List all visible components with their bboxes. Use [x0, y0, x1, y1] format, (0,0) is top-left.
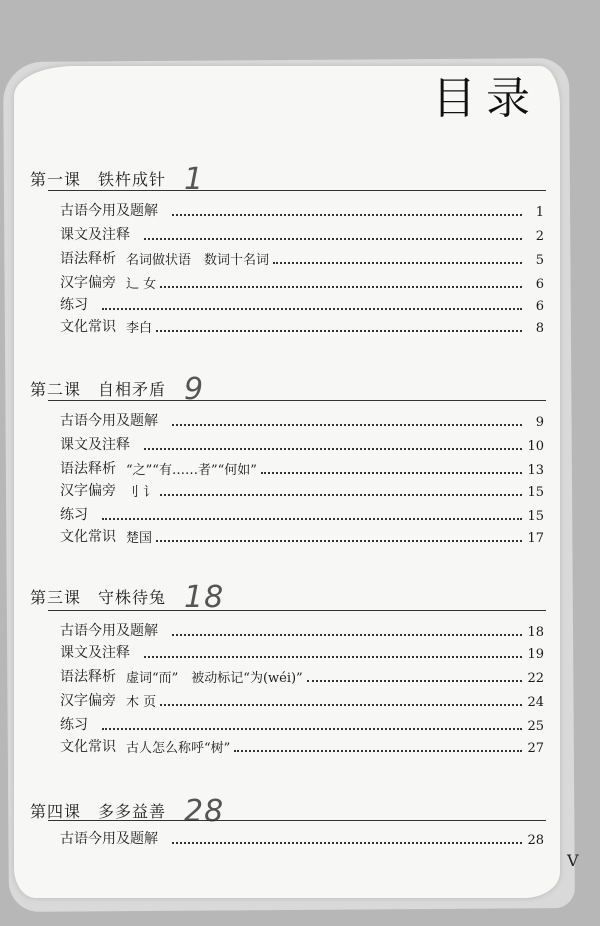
toc-entry-page: 22 — [527, 671, 544, 686]
toc-entry[interactable] — [60, 480, 544, 500]
toc-entry-label: 汉字偏旁 — [60, 693, 116, 709]
lesson-page-number: 28 — [184, 794, 225, 829]
toc-entry-label: 课文及注释 — [60, 645, 130, 661]
lesson-1-rule — [48, 190, 546, 191]
toc-entry-page: 24 — [527, 695, 544, 710]
toc-entry-detail: “之”“有……者”“何如” — [126, 463, 257, 478]
leader-dots — [102, 307, 522, 310]
leader-dots — [160, 285, 522, 288]
toc-entry-page: 9 — [535, 415, 544, 430]
lesson-1-title — [30, 158, 205, 197]
lesson-4-rule — [48, 820, 546, 821]
toc-entry-detail: 古人怎么称呼“树” — [126, 741, 231, 756]
toc-entry-label: 古语今用及题解 — [60, 623, 158, 639]
leader-dots — [234, 749, 522, 752]
toc-entry-page: 5 — [535, 253, 544, 268]
toc-entry-label: 文化常识 — [60, 529, 116, 545]
toc-entry-page: 15 — [527, 509, 544, 524]
toc-entry-label: 汉字偏旁 — [60, 483, 116, 499]
toc-entry-label: 汉字偏旁 — [60, 275, 116, 291]
toc-entry-detail: 楚国 — [126, 531, 153, 546]
toc-entry-label: 文化常识 — [60, 319, 116, 335]
toc-entry[interactable] — [60, 690, 544, 710]
toc-entry[interactable] — [60, 248, 544, 268]
toc-entry-label: 语法释析 — [60, 251, 116, 267]
leader-dots — [156, 329, 522, 332]
lesson-3-rule — [48, 610, 546, 611]
toc-entry-label: 练习 — [60, 297, 88, 313]
toc-entry[interactable] — [60, 714, 544, 734]
leader-dots — [102, 727, 522, 730]
toc-entry[interactable] — [60, 526, 544, 546]
toc-entry[interactable] — [60, 828, 544, 848]
page-title: 目录 — [432, 73, 540, 124]
toc-entry-label: 练习 — [60, 717, 88, 733]
lesson-page-number: 9 — [184, 372, 205, 407]
toc-entry-page: 6 — [535, 299, 544, 314]
leader-dots — [273, 261, 522, 264]
toc-entry-page: 27 — [527, 741, 544, 756]
leader-dots — [261, 471, 522, 474]
toc-entry[interactable] — [60, 736, 544, 756]
leader-dots — [144, 655, 522, 658]
toc-entry-detail: 名词做状语 数词十名词 — [126, 253, 270, 268]
toc-entry[interactable] — [60, 316, 544, 336]
lesson-title-text: 第四课 多多益善 — [30, 802, 167, 821]
toc-entry-detail: 李白 — [126, 321, 153, 336]
page-number-roman: V — [567, 851, 579, 870]
lesson-page-number: 1 — [184, 162, 205, 197]
lesson-title-text: 第一课 铁杵成针 — [30, 170, 167, 189]
toc-entry-label: 语法释析 — [60, 669, 116, 685]
leader-dots — [172, 213, 522, 216]
toc-entry[interactable] — [60, 504, 544, 524]
leader-dots — [172, 841, 522, 844]
toc-entry-detail: 虚词“而” 被动标记“为(wéi)” — [126, 671, 303, 686]
toc-entry-label: 文化常识 — [60, 739, 116, 755]
toc-entry[interactable] — [60, 224, 544, 244]
lesson-title-text: 第二课 自相矛盾 — [30, 380, 167, 399]
toc-entry-label: 语法释析 — [60, 461, 116, 477]
toc-entry-detail: 刂 讠 — [126, 485, 157, 500]
toc-entry-page: 15 — [527, 485, 544, 500]
lesson-3-title — [30, 576, 225, 615]
toc-entry[interactable] — [60, 410, 544, 430]
toc-entry[interactable] — [60, 642, 544, 662]
leader-dots — [160, 493, 522, 496]
toc-entry-page: 19 — [527, 647, 544, 662]
toc-entry-page: 25 — [527, 719, 544, 734]
toc-entry-page: 1 — [535, 205, 544, 220]
toc-entry-label: 古语今用及题解 — [60, 203, 158, 219]
toc-entry-label: 古语今用及题解 — [60, 831, 158, 847]
toc-entry-page: 18 — [527, 625, 544, 640]
toc-entry[interactable] — [60, 458, 544, 478]
toc-entry-page: 13 — [527, 463, 544, 478]
toc-entry-page: 2 — [535, 229, 544, 244]
toc-entry-page: 17 — [527, 531, 544, 546]
leader-dots — [172, 423, 522, 426]
toc-entry[interactable] — [60, 200, 544, 220]
leader-dots — [307, 679, 522, 682]
toc-entry[interactable] — [60, 434, 544, 454]
leader-dots — [160, 703, 522, 706]
leader-dots — [156, 539, 522, 542]
toc-entry-detail: 辶 女 — [126, 277, 157, 292]
toc-entry-page: 8 — [535, 321, 544, 336]
toc-entry-label: 古语今用及题解 — [60, 413, 158, 429]
toc-entry[interactable] — [60, 666, 544, 686]
toc-entry[interactable] — [60, 620, 544, 640]
toc-entry-label: 练习 — [60, 507, 88, 523]
leader-dots — [102, 517, 522, 520]
leader-dots — [144, 237, 522, 240]
lesson-page-number: 18 — [184, 580, 225, 615]
toc-entry-page: 6 — [535, 277, 544, 292]
toc-entry[interactable] — [60, 272, 544, 292]
toc-entry[interactable] — [60, 294, 544, 314]
lesson-title-text: 第三课 守株待兔 — [30, 588, 167, 607]
toc-entry-label: 课文及注释 — [60, 227, 130, 243]
toc-entry-label: 课文及注释 — [60, 437, 130, 453]
lesson-2-rule — [48, 400, 546, 401]
toc-entry-page: 28 — [527, 833, 544, 848]
lesson-2-title — [30, 368, 205, 407]
toc-entry-detail: 木 页 — [126, 695, 157, 710]
toc-entry-page: 10 — [527, 439, 544, 454]
leader-dots — [144, 447, 522, 450]
leader-dots — [172, 633, 522, 636]
